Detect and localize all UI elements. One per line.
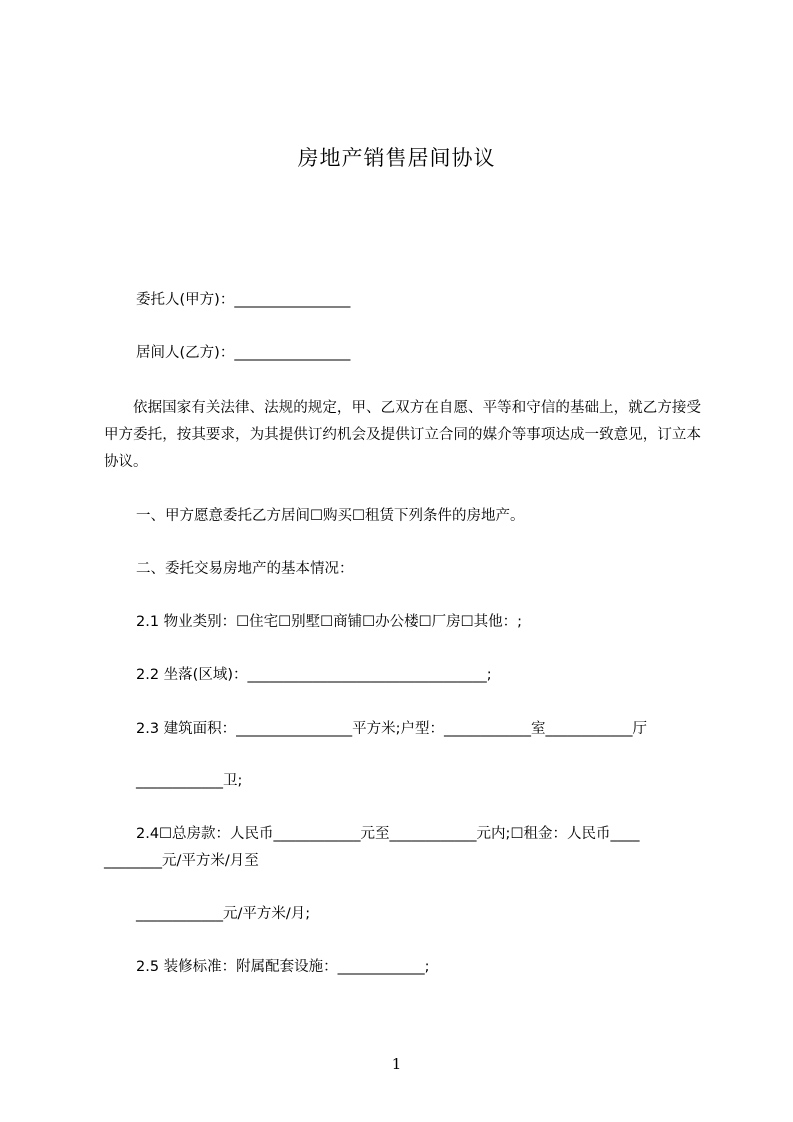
party-b-line: 居间人(乙方)：________________	[136, 345, 351, 361]
item-2-1-property-type: 2.1 物业类别：☐住宅☐别墅☐商铺☐办公楼☐厂房☐其他：;	[136, 614, 523, 630]
item-2-3-bathroom: ____________卫;	[136, 773, 243, 789]
document-title: 房地产销售居间协议	[297, 146, 496, 170]
item-2-3-area-layout: 2.3 建筑面积：________________平方米;户型：____________室____________厅	[136, 721, 648, 737]
clause-2: 二、委托交易房地产的基本情况：	[136, 561, 354, 577]
item-2-4-price: 2.4☐总房款：人民币____________元至____________元内;☐租金：人民币____	[136, 826, 640, 842]
item-2-2-location: 2.2 坐落(区域)：_________________________________;	[136, 667, 492, 683]
item-2-4-price-continued: ________元/平方米/月至	[104, 853, 259, 869]
clause-1: 一、甲方愿意委托乙方居间☐购买☐租赁下列条件的房地产。	[136, 508, 525, 524]
preamble-paragraph: 依据国家有关法律、法规的规定，甲、乙双方在自愿、平等和守信的基础上，就乙方接受甲方委托，按其要求，为其提供订约机会及提供订立合同的媒介等事项达成一致意见，订立本协议。	[104, 400, 701, 470]
page-number: 1	[391, 1055, 402, 1073]
item-2-4-rent-end: ____________元/平方米/月;	[136, 906, 311, 922]
party-a-line: 委托人(甲方)：________________	[136, 292, 351, 308]
item-2-5-decoration: 2.5 装修标准：附属配套设施：____________;	[136, 959, 430, 975]
